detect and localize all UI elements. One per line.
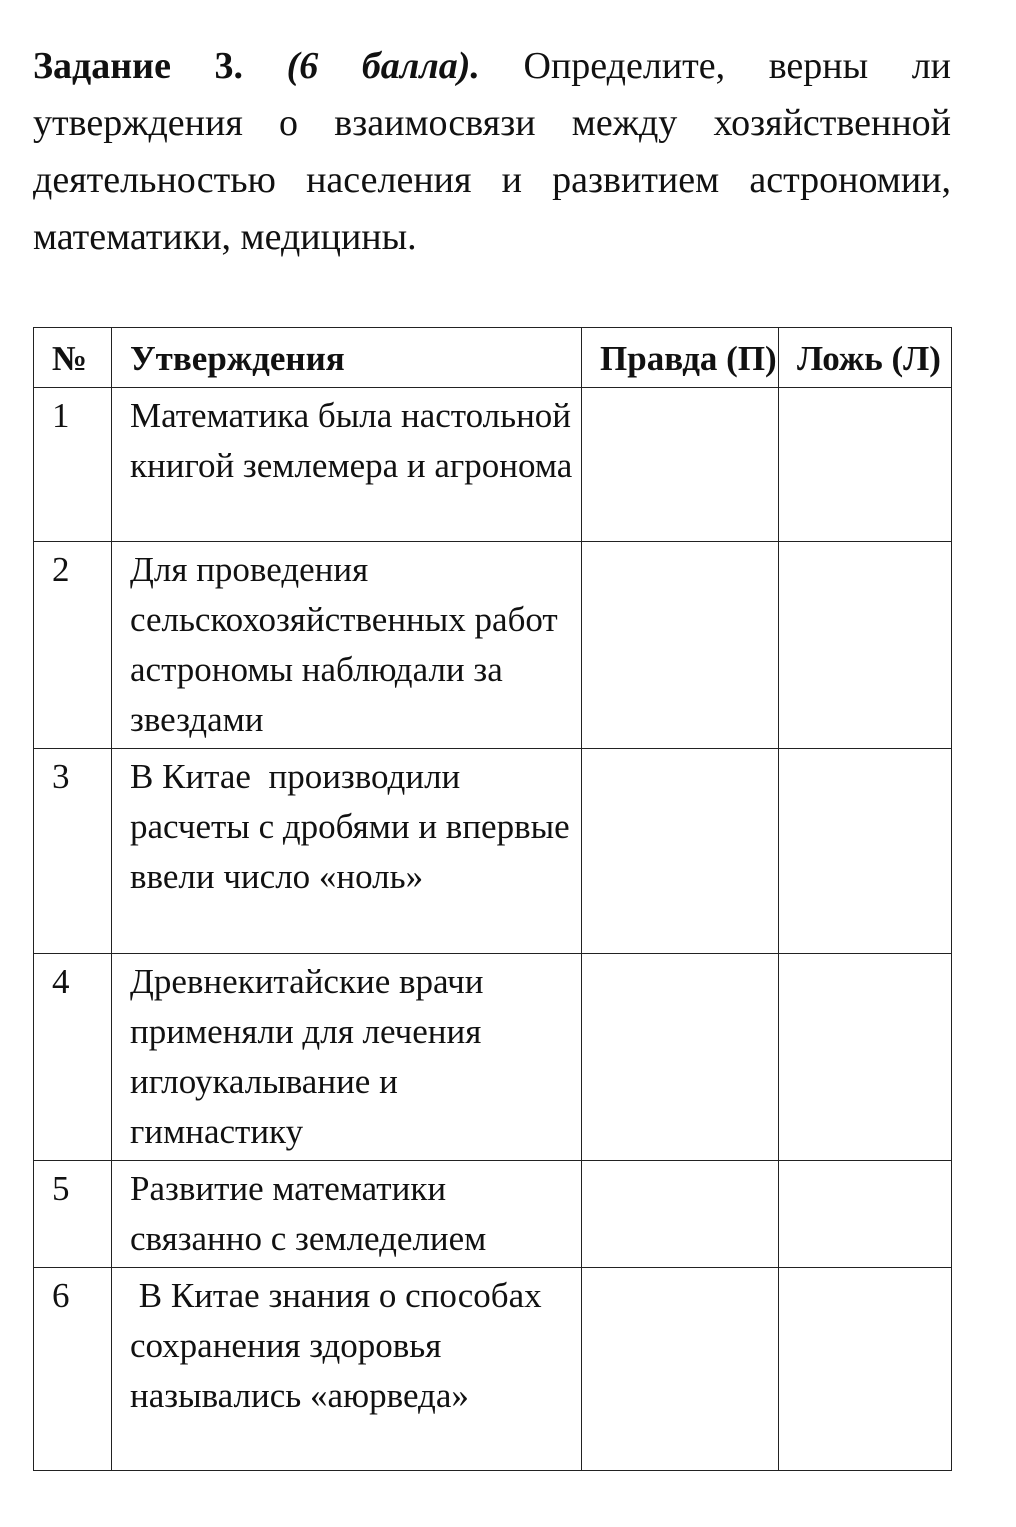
row-statement [112, 1161, 582, 1268]
task-statement [33, 38, 951, 266]
row-statement [112, 542, 582, 749]
table-header-row [34, 328, 952, 388]
false-answer-cell[interactable] [779, 954, 952, 1161]
task-text: Определите, верны ли утверждения о взаимосвязи между хозяйственной деятельностью населения и развитием астрономии, математики, медицины. [33, 45, 952, 258]
false-answer-cell[interactable] [779, 749, 952, 954]
row-statement [112, 749, 582, 954]
true-answer-cell[interactable] [582, 542, 779, 749]
row-number: 1 [34, 388, 112, 542]
row-number: 5 [34, 1161, 112, 1268]
false-answer-cell[interactable] [779, 1268, 952, 1471]
statement-text: Древнекитайские врачи применяли для лечения иглоукалывание и гимнастику [130, 962, 493, 1151]
statement-text: В Китае знания о способах сохранения здоровья назывались «аюрведа» [130, 1276, 551, 1415]
table-row [34, 1268, 952, 1471]
header-number: № [34, 328, 112, 388]
table-row [34, 542, 952, 749]
row-number: 4 [34, 954, 112, 1161]
true-answer-cell[interactable] [582, 954, 779, 1161]
true-answer-cell[interactable] [582, 1161, 779, 1268]
table-row [34, 388, 952, 542]
row-statement [112, 388, 582, 542]
true-answer-cell[interactable] [582, 749, 779, 954]
row-statement [112, 1268, 582, 1471]
row-number: 2 [34, 542, 112, 749]
statement-text: Математика была настольной книгой землемера и агронома [130, 396, 580, 485]
statement-text: В Китае производили расчеты с дробями и впервые ввели число «ноль» [130, 757, 579, 896]
task-label: Задание 3. [33, 45, 244, 87]
statement-text: Развитие математики связанно с земледелием [130, 1169, 487, 1258]
row-number: 6 [34, 1268, 112, 1471]
task-points: (6 балла). [286, 45, 480, 87]
header-true: Правда (П) [582, 328, 779, 388]
false-answer-cell[interactable] [779, 542, 952, 749]
true-false-table [33, 327, 952, 1471]
row-number: 3 [34, 749, 112, 954]
table-row [34, 1161, 952, 1268]
table-row [34, 954, 952, 1161]
statement-text: Для проведения сельскохозяйственных работ астрономы наблюдали за звездами [130, 550, 567, 739]
table-row [34, 749, 952, 954]
row-statement [112, 954, 582, 1161]
false-answer-cell[interactable] [779, 388, 952, 542]
header-statements: Утверждения [112, 328, 582, 388]
header-false: Ложь (Л) [779, 328, 952, 388]
true-answer-cell[interactable] [582, 1268, 779, 1471]
true-answer-cell[interactable] [582, 388, 779, 542]
false-answer-cell[interactable] [779, 1161, 952, 1268]
